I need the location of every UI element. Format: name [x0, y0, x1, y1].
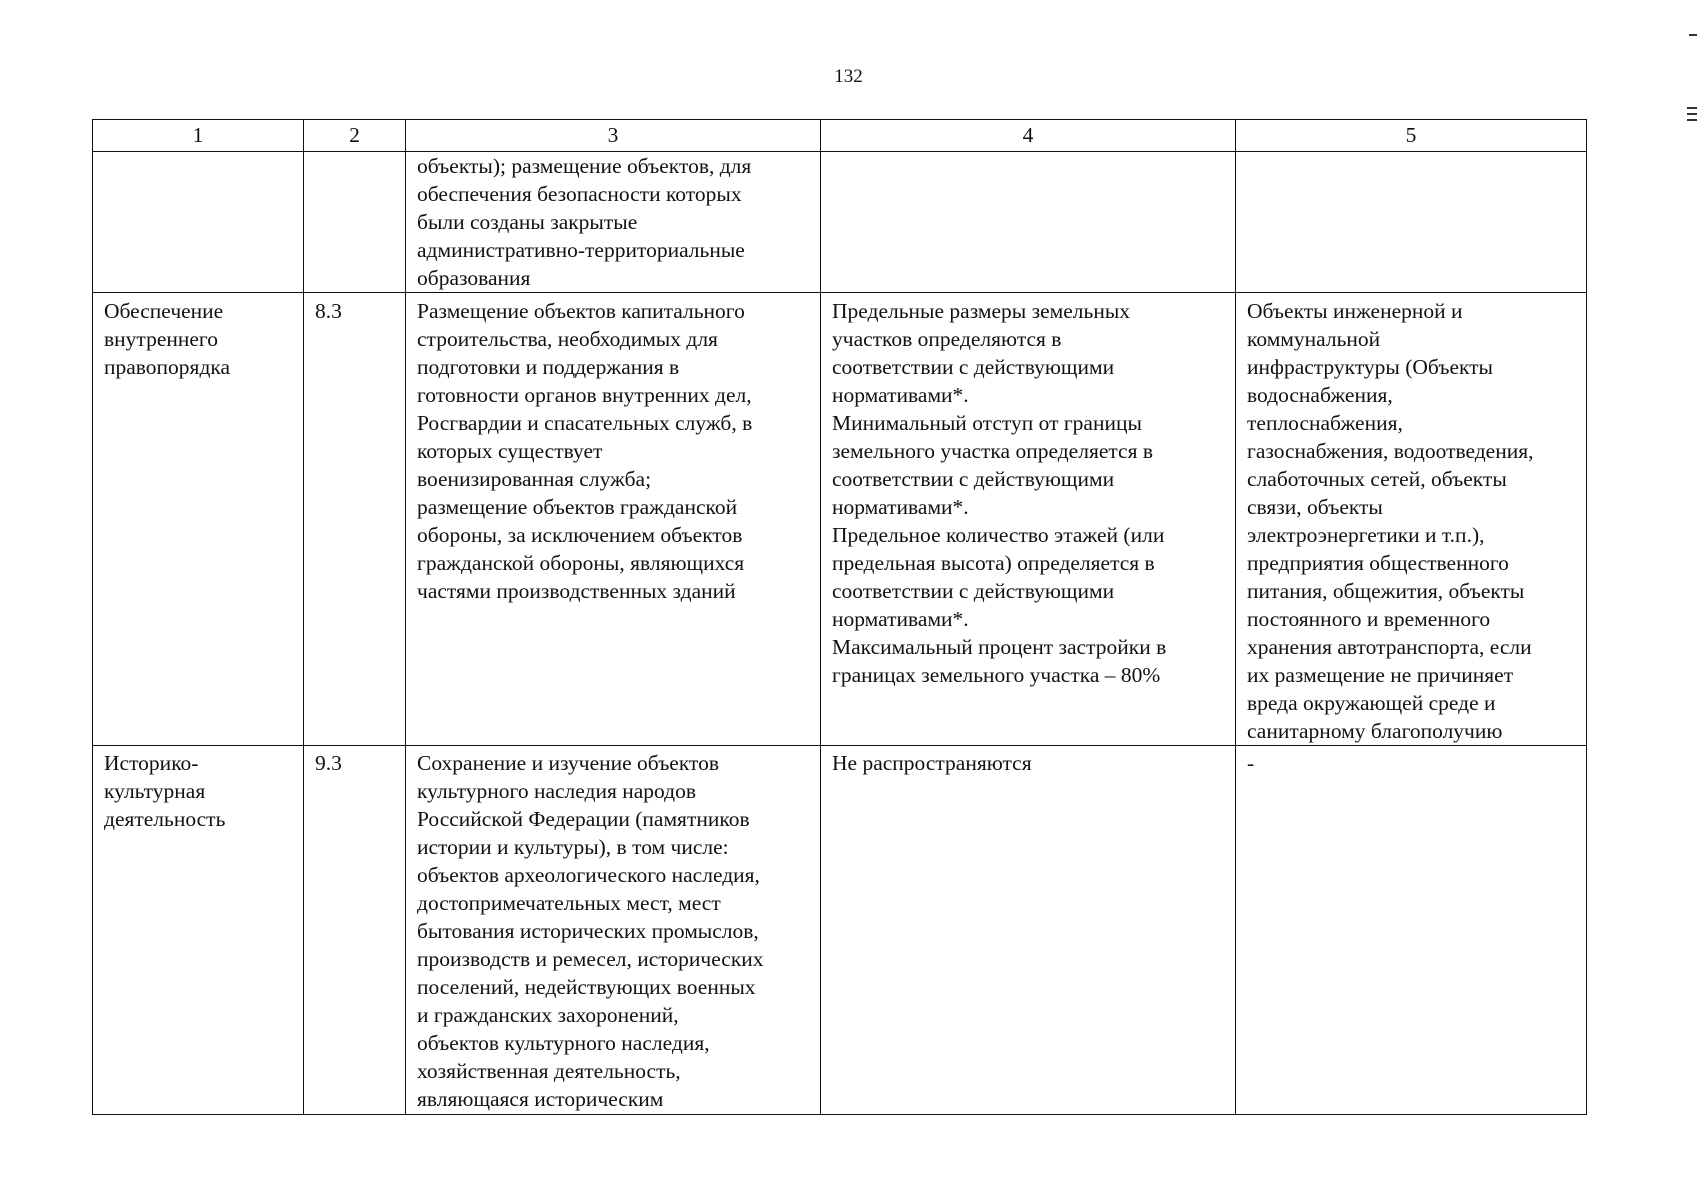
cell-use-name	[93, 152, 304, 293]
cell-auxiliary-uses: -	[1236, 746, 1587, 1115]
cell-use-parameters: Предельные размеры земельных участков определяются в соответствии с действующими нормативами*. Минимальный отступ от границы земельного участка определяется в соответствии с действующими нормативами*. Предельное количество этажей (или предельная высота) определяется в соответствии с действующими нормативами*. Максимальный процент застройки в границах земельного участка – 80%	[821, 293, 1236, 746]
column-header-4: 4	[821, 120, 1236, 152]
column-header-1: 1	[93, 120, 304, 152]
edge-mark-middle-3	[1687, 119, 1697, 121]
column-header-5: 5	[1236, 120, 1587, 152]
cell-use-name: Историко- культурная деятельность	[93, 746, 304, 1115]
cell-use-name: Обеспечение внутреннего правопорядка	[93, 293, 304, 746]
column-header-2: 2	[304, 120, 406, 152]
edge-mark-middle-2	[1687, 113, 1697, 115]
cell-use-code: 8.3	[304, 293, 406, 746]
cell-use-description: Размещение объектов капитального строительства, необходимых для подготовки и поддержания в готовности органов внутренних дел, Росгвардии и спасательных служб, в которых существует военизированная служба; размещение объектов гражданской обороны, за исключением объектов гражданской обороны, являющихся частями производственных зданий	[406, 293, 821, 746]
table-row-continuation	[93, 152, 1587, 293]
edge-mark-middle	[1687, 107, 1697, 109]
cell-auxiliary-uses	[1236, 152, 1587, 293]
column-number-header-row	[93, 120, 1587, 152]
cell-auxiliary-uses: Объекты инженерной и коммунальной инфраструктуры (Объекты водоснабжения, теплоснабжения, газоснабжения, водоотведения, слаботочных сетей, объекты связи, объекты электроэнергетики и т.п.), предприятия общественного питания, общежития, объекты постоянного и временного хранения автотранспорта, если их размещение не причиняет вреда окружающей среде и санитарному благополучию	[1236, 293, 1587, 746]
cell-use-parameters: Не распространяются	[821, 746, 1236, 1115]
cell-use-description: Сохранение и изучение объектов культурного наследия народов Российской Федерации (памятников истории и культуры), в том числе: объектов археологического наследия, достопримечательных мест, мест бытования исторических промыслов, производств и ремесел, исторических поселений, недействующих военных и гражданских захоронений, объектов культурного наследия, хозяйственная деятельность, являющаяся историческим	[406, 746, 821, 1115]
cell-use-description: объекты); размещение объектов, для обеспечения безопасности которых были созданы закрытые административно-территориальные образования	[406, 152, 821, 293]
column-header-3: 3	[406, 120, 821, 152]
cell-use-code	[304, 152, 406, 293]
cell-use-parameters	[821, 152, 1236, 293]
page-number: 132	[834, 66, 863, 87]
table-row-historical-cultural	[93, 746, 1587, 1115]
edge-mark-top	[1689, 34, 1697, 36]
table-row-internal-order	[93, 293, 1587, 746]
land-use-table	[92, 119, 1587, 1115]
cell-use-code: 9.3	[304, 746, 406, 1115]
